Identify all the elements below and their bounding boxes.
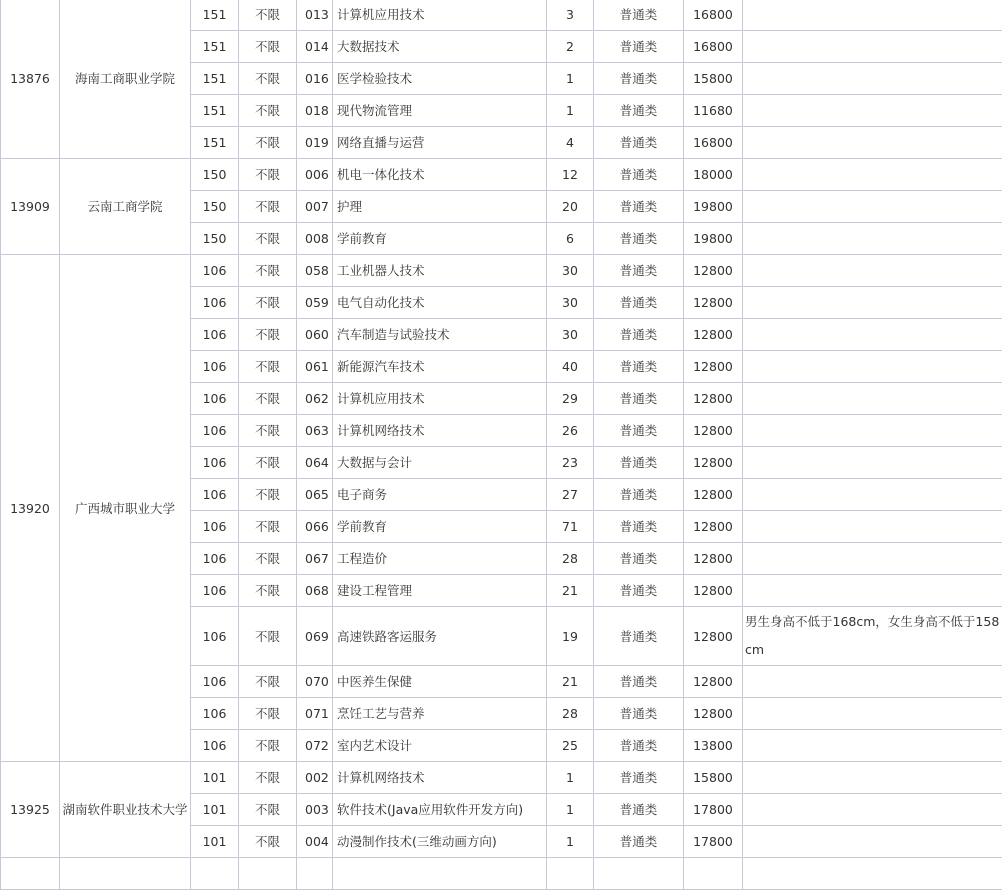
batch-cell: 150 xyxy=(191,159,239,191)
category-cell: 普通类 xyxy=(594,543,684,575)
major-name-cell xyxy=(333,858,547,890)
category-cell: 普通类 xyxy=(594,287,684,319)
plan-count-cell: 1 xyxy=(547,63,594,95)
plan-count-cell: 21 xyxy=(547,666,594,698)
batch-cell: 106 xyxy=(191,447,239,479)
limit-cell: 不限 xyxy=(239,255,297,287)
tuition-cell: 12800 xyxy=(684,543,743,575)
plan-count-cell: 21 xyxy=(547,575,594,607)
limit-cell: 不限 xyxy=(239,698,297,730)
note-cell xyxy=(743,351,1002,383)
major-name-cell: 计算机网络技术 xyxy=(333,762,547,794)
note-cell xyxy=(743,698,1002,730)
major-code-cell: 059 xyxy=(297,287,333,319)
batch-cell: 106 xyxy=(191,415,239,447)
batch-cell: 106 xyxy=(191,575,239,607)
tuition-cell: 12800 xyxy=(684,287,743,319)
category-cell: 普通类 xyxy=(594,415,684,447)
tuition-cell: 12800 xyxy=(684,479,743,511)
note-cell xyxy=(743,255,1002,287)
category-cell: 普通类 xyxy=(594,351,684,383)
note-cell xyxy=(743,826,1002,858)
major-code-cell: 008 xyxy=(297,223,333,255)
plan-count-cell: 1 xyxy=(547,794,594,826)
tuition-cell: 17800 xyxy=(684,826,743,858)
category-cell: 普通类 xyxy=(594,479,684,511)
major-name-cell: 汽车制造与试验技术 xyxy=(333,319,547,351)
note-cell xyxy=(743,95,1002,127)
major-name-cell: 学前教育 xyxy=(333,223,547,255)
school-name-cell xyxy=(60,858,191,890)
plan-count-cell: 30 xyxy=(547,287,594,319)
table-row xyxy=(1,762,1002,794)
batch-cell: 106 xyxy=(191,287,239,319)
major-code-cell: 069 xyxy=(297,607,333,666)
major-name-cell: 工程造价 xyxy=(333,543,547,575)
batch-cell: 151 xyxy=(191,0,239,31)
batch-cell: 101 xyxy=(191,826,239,858)
major-code-cell: 006 xyxy=(297,159,333,191)
limit-cell: 不限 xyxy=(239,383,297,415)
major-code-cell: 003 xyxy=(297,794,333,826)
tuition-cell: 16800 xyxy=(684,31,743,63)
category-cell: 普通类 xyxy=(594,0,684,31)
limit-cell: 不限 xyxy=(239,543,297,575)
category-cell: 普通类 xyxy=(594,826,684,858)
school-name-cell: 云南工商学院 xyxy=(60,159,191,255)
tuition-cell: 13800 xyxy=(684,730,743,762)
note-cell xyxy=(743,479,1002,511)
note-cell xyxy=(743,666,1002,698)
major-code-cell: 002 xyxy=(297,762,333,794)
major-name-cell: 护理 xyxy=(333,191,547,223)
category-cell: 普通类 xyxy=(594,794,684,826)
major-name-cell: 医学检验技术 xyxy=(333,63,547,95)
limit-cell: 不限 xyxy=(239,826,297,858)
note-cell xyxy=(743,127,1002,159)
category-cell: 普通类 xyxy=(594,319,684,351)
tuition-cell: 12800 xyxy=(684,351,743,383)
major-code-cell: 019 xyxy=(297,127,333,159)
note-cell xyxy=(743,794,1002,826)
plan-count-cell: 12 xyxy=(547,159,594,191)
note-cell xyxy=(743,447,1002,479)
limit-cell: 不限 xyxy=(239,511,297,543)
tuition-cell: 15800 xyxy=(684,762,743,794)
school-name-cell: 海南工商职业学院 xyxy=(60,0,191,159)
major-name-cell: 软件技术(Java应用软件开发方向) xyxy=(333,794,547,826)
limit-cell: 不限 xyxy=(239,95,297,127)
limit-cell: 不限 xyxy=(239,575,297,607)
limit-cell: 不限 xyxy=(239,762,297,794)
tuition-cell: 12800 xyxy=(684,698,743,730)
tuition-cell xyxy=(684,858,743,890)
batch-cell: 106 xyxy=(191,698,239,730)
tuition-cell: 18000 xyxy=(684,159,743,191)
plan-count-cell: 30 xyxy=(547,255,594,287)
limit-cell: 不限 xyxy=(239,319,297,351)
major-name-cell: 现代物流管理 xyxy=(333,95,547,127)
limit-cell: 不限 xyxy=(239,447,297,479)
limit-cell: 不限 xyxy=(239,159,297,191)
major-name-cell: 大数据技术 xyxy=(333,31,547,63)
major-name-cell: 工业机器人技术 xyxy=(333,255,547,287)
category-cell: 普通类 xyxy=(594,95,684,127)
tuition-cell: 16800 xyxy=(684,0,743,31)
batch-cell: 151 xyxy=(191,31,239,63)
table-row xyxy=(1,255,1002,287)
major-code-cell: 013 xyxy=(297,0,333,31)
tuition-cell: 12800 xyxy=(684,383,743,415)
major-code-cell: 018 xyxy=(297,95,333,127)
school-name-cell: 广西城市职业大学 xyxy=(60,255,191,762)
tuition-cell: 12800 xyxy=(684,575,743,607)
batch-cell: 151 xyxy=(191,95,239,127)
batch-cell: 106 xyxy=(191,511,239,543)
batch-cell: 106 xyxy=(191,543,239,575)
limit-cell: 不限 xyxy=(239,479,297,511)
note-cell xyxy=(743,31,1002,63)
tuition-cell: 12800 xyxy=(684,255,743,287)
category-cell: 普通类 xyxy=(594,698,684,730)
batch-cell: 106 xyxy=(191,730,239,762)
major-code-cell: 068 xyxy=(297,575,333,607)
tuition-cell: 15800 xyxy=(684,63,743,95)
limit-cell: 不限 xyxy=(239,351,297,383)
batch-cell xyxy=(191,858,239,890)
limit-cell: 不限 xyxy=(239,794,297,826)
note-cell: 男生身高不低于168cm，女生身高不低于158cm xyxy=(743,607,1002,666)
limit-cell: 不限 xyxy=(239,63,297,95)
major-code-cell: 064 xyxy=(297,447,333,479)
plan-count-cell: 6 xyxy=(547,223,594,255)
major-name-cell: 室内艺术设计 xyxy=(333,730,547,762)
note-cell xyxy=(743,159,1002,191)
category-cell: 普通类 xyxy=(594,383,684,415)
batch-cell: 106 xyxy=(191,479,239,511)
batch-cell: 151 xyxy=(191,127,239,159)
plan-count-cell: 28 xyxy=(547,698,594,730)
note-cell xyxy=(743,223,1002,255)
category-cell: 普通类 xyxy=(594,127,684,159)
limit-cell xyxy=(239,858,297,890)
note-cell xyxy=(743,575,1002,607)
major-code-cell: 063 xyxy=(297,415,333,447)
major-code-cell: 070 xyxy=(297,666,333,698)
plan-count-cell: 3 xyxy=(547,0,594,31)
category-cell: 普通类 xyxy=(594,191,684,223)
plan-count-cell: 30 xyxy=(547,319,594,351)
school-code-cell: 13876 xyxy=(1,0,60,159)
note-cell xyxy=(743,415,1002,447)
batch-cell: 106 xyxy=(191,351,239,383)
tuition-cell: 12800 xyxy=(684,319,743,351)
category-cell xyxy=(594,858,684,890)
plan-count-cell: 1 xyxy=(547,762,594,794)
batch-cell: 106 xyxy=(191,666,239,698)
plan-count-cell: 26 xyxy=(547,415,594,447)
plan-count-cell: 25 xyxy=(547,730,594,762)
limit-cell: 不限 xyxy=(239,191,297,223)
note-cell xyxy=(743,319,1002,351)
school-code-cell: 13920 xyxy=(1,255,60,762)
major-code-cell: 065 xyxy=(297,479,333,511)
table-row xyxy=(1,0,1002,31)
major-name-cell: 机电一体化技术 xyxy=(333,159,547,191)
category-cell: 普通类 xyxy=(594,63,684,95)
batch-cell: 106 xyxy=(191,255,239,287)
major-name-cell: 学前教育 xyxy=(333,511,547,543)
category-cell: 普通类 xyxy=(594,511,684,543)
limit-cell: 不限 xyxy=(239,223,297,255)
tuition-cell: 12800 xyxy=(684,415,743,447)
table-row xyxy=(1,858,1002,890)
table-row xyxy=(1,159,1002,191)
tuition-cell: 12800 xyxy=(684,607,743,666)
major-code-cell: 071 xyxy=(297,698,333,730)
note-cell xyxy=(743,0,1002,31)
tuition-cell: 16800 xyxy=(684,127,743,159)
batch-cell: 106 xyxy=(191,319,239,351)
plan-count-cell xyxy=(547,858,594,890)
major-code-cell: 062 xyxy=(297,383,333,415)
major-code-cell: 004 xyxy=(297,826,333,858)
tuition-cell: 12800 xyxy=(684,511,743,543)
major-name-cell: 计算机应用技术 xyxy=(333,383,547,415)
note-cell xyxy=(743,383,1002,415)
batch-cell: 150 xyxy=(191,191,239,223)
limit-cell: 不限 xyxy=(239,415,297,447)
category-cell: 普通类 xyxy=(594,447,684,479)
note-cell xyxy=(743,858,1002,890)
plan-count-cell: 2 xyxy=(547,31,594,63)
category-cell: 普通类 xyxy=(594,159,684,191)
school-code-cell: 13925 xyxy=(1,762,60,858)
plan-count-cell: 20 xyxy=(547,191,594,223)
category-cell: 普通类 xyxy=(594,223,684,255)
limit-cell: 不限 xyxy=(239,666,297,698)
major-name-cell: 新能源汽车技术 xyxy=(333,351,547,383)
note-cell xyxy=(743,191,1002,223)
note-cell xyxy=(743,287,1002,319)
plan-count-cell: 1 xyxy=(547,95,594,127)
tuition-cell: 19800 xyxy=(684,191,743,223)
batch-cell: 150 xyxy=(191,223,239,255)
note-cell xyxy=(743,63,1002,95)
batch-cell: 106 xyxy=(191,607,239,666)
major-name-cell: 网络直播与运营 xyxy=(333,127,547,159)
major-name-cell: 电子商务 xyxy=(333,479,547,511)
category-cell: 普通类 xyxy=(594,607,684,666)
category-cell: 普通类 xyxy=(594,730,684,762)
major-code-cell: 072 xyxy=(297,730,333,762)
major-code-cell: 016 xyxy=(297,63,333,95)
limit-cell: 不限 xyxy=(239,287,297,319)
plan-count-cell: 4 xyxy=(547,127,594,159)
major-code-cell: 007 xyxy=(297,191,333,223)
major-code-cell: 066 xyxy=(297,511,333,543)
plan-count-cell: 27 xyxy=(547,479,594,511)
tuition-cell: 12800 xyxy=(684,666,743,698)
batch-cell: 101 xyxy=(191,762,239,794)
major-code-cell: 061 xyxy=(297,351,333,383)
category-cell: 普通类 xyxy=(594,31,684,63)
major-name-cell: 计算机应用技术 xyxy=(333,0,547,31)
major-name-cell: 中医养生保健 xyxy=(333,666,547,698)
plan-count-cell: 23 xyxy=(547,447,594,479)
plan-count-cell: 71 xyxy=(547,511,594,543)
category-cell: 普通类 xyxy=(594,255,684,287)
plan-count-cell: 28 xyxy=(547,543,594,575)
limit-cell: 不限 xyxy=(239,127,297,159)
major-name-cell: 计算机网络技术 xyxy=(333,415,547,447)
major-name-cell: 高速铁路客运服务 xyxy=(333,607,547,666)
major-code-cell: 067 xyxy=(297,543,333,575)
plan-count-cell: 29 xyxy=(547,383,594,415)
plan-count-cell: 40 xyxy=(547,351,594,383)
tuition-cell: 12800 xyxy=(684,447,743,479)
major-name-cell: 大数据与会计 xyxy=(333,447,547,479)
note-cell xyxy=(743,511,1002,543)
tuition-cell: 11680 xyxy=(684,95,743,127)
major-code-cell xyxy=(297,858,333,890)
batch-cell: 106 xyxy=(191,383,239,415)
major-code-cell: 058 xyxy=(297,255,333,287)
major-name-cell: 建设工程管理 xyxy=(333,575,547,607)
major-code-cell: 014 xyxy=(297,31,333,63)
major-name-cell: 烹饪工艺与营养 xyxy=(333,698,547,730)
major-name-cell: 动漫制作技术(三维动画方向) xyxy=(333,826,547,858)
note-cell xyxy=(743,762,1002,794)
tuition-cell: 17800 xyxy=(684,794,743,826)
plan-count-cell: 1 xyxy=(547,826,594,858)
limit-cell: 不限 xyxy=(239,607,297,666)
limit-cell: 不限 xyxy=(239,730,297,762)
category-cell: 普通类 xyxy=(594,762,684,794)
limit-cell: 不限 xyxy=(239,0,297,31)
note-cell xyxy=(743,730,1002,762)
school-name-cell: 湖南软件职业技术大学 xyxy=(60,762,191,858)
note-cell xyxy=(743,543,1002,575)
major-code-cell: 060 xyxy=(297,319,333,351)
tuition-cell: 19800 xyxy=(684,223,743,255)
batch-cell: 151 xyxy=(191,63,239,95)
school-code-cell xyxy=(1,858,60,890)
batch-cell: 101 xyxy=(191,794,239,826)
school-code-cell: 13909 xyxy=(1,159,60,255)
plan-count-cell: 19 xyxy=(547,607,594,666)
category-cell: 普通类 xyxy=(594,666,684,698)
major-name-cell: 电气自动化技术 xyxy=(333,287,547,319)
category-cell: 普通类 xyxy=(594,575,684,607)
limit-cell: 不限 xyxy=(239,31,297,63)
